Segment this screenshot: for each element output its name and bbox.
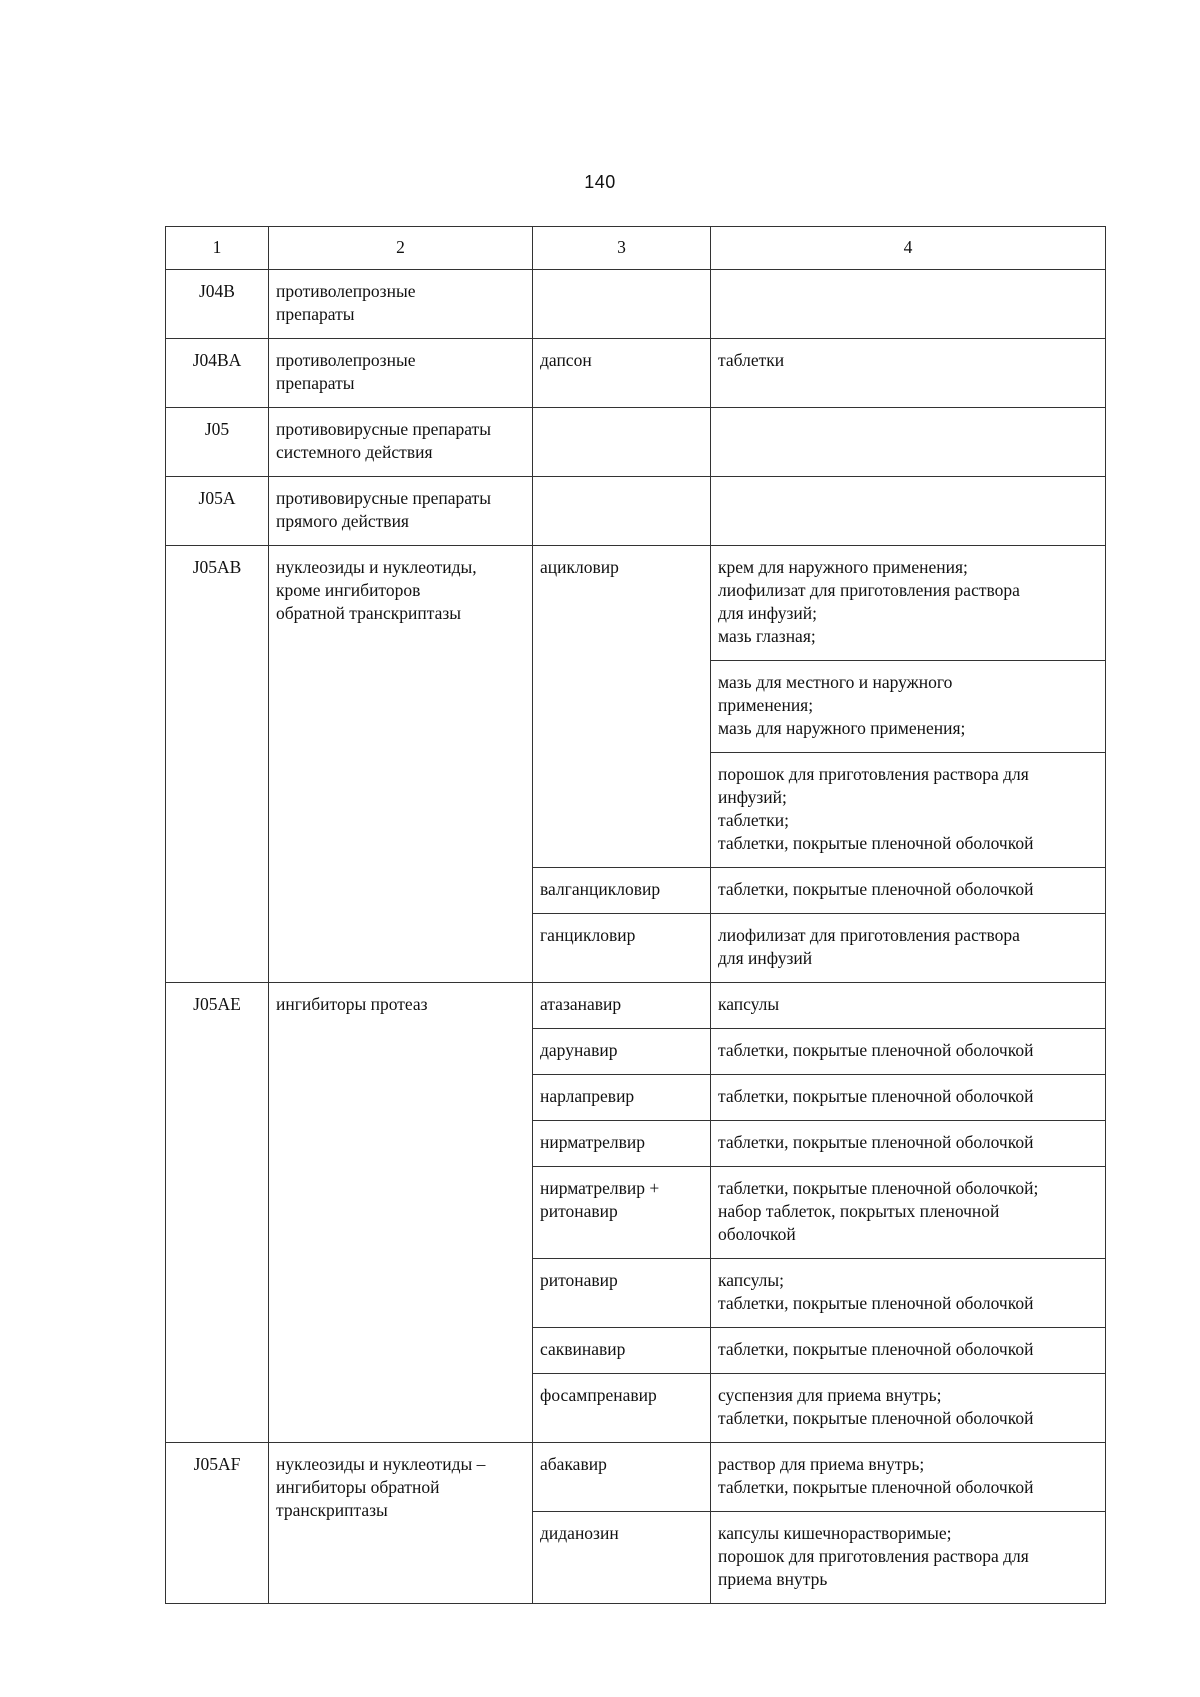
drug-name-cell: нарлапревир — [533, 1075, 711, 1121]
table-row — [166, 408, 1106, 477]
drug-name-cell: нирматрелвир — [533, 1121, 711, 1167]
column-header: 2 — [269, 227, 533, 270]
dosage-form-cell: крем для наружного применения; лиофилизат для приготовления раствора для инфузий; мазь глазная; — [711, 546, 1106, 661]
drug-name-cell: фосампренавир — [533, 1374, 711, 1443]
drug-name-cell: ритонавир — [533, 1259, 711, 1328]
dosage-form-cell: таблетки, покрытые пленочной оболочкой — [711, 868, 1106, 914]
dosage-form-cell: капсулы кишечнорастворимые; порошок для приготовления раствора для приема внутрь — [711, 1512, 1106, 1604]
drug-name-cell — [533, 477, 711, 546]
dosage-form-cell: лиофилизат для приготовления раствора для инфузий — [711, 914, 1106, 983]
dosage-form-cell: мазь для местного и наружного применения; мазь для наружного применения; — [711, 661, 1106, 753]
drug-name-cell: саквинавир — [533, 1328, 711, 1374]
drug-name-cell: дапсон — [533, 339, 711, 408]
drug-name-cell: валганцикловир — [533, 868, 711, 914]
dosage-form-cell: раствор для приема внутрь; таблетки, покрытые пленочной оболочкой — [711, 1443, 1106, 1512]
drug-name-cell: дарунавир — [533, 1029, 711, 1075]
group-name-cell: противолепрозные препараты — [269, 270, 533, 339]
drug-name-cell — [533, 408, 711, 477]
dosage-form-cell: капсулы; таблетки, покрытые пленочной оболочкой — [711, 1259, 1106, 1328]
group-name-cell: противовирусные препараты прямого действия — [269, 477, 533, 546]
group-name-cell: нуклеозиды и нуклеотиды, кроме ингибиторов обратной транскриптазы — [269, 546, 533, 983]
group-name-cell: противолепрозные препараты — [269, 339, 533, 408]
dosage-form-cell: капсулы — [711, 983, 1106, 1029]
dosage-form-cell: порошок для приготовления раствора для инфузий; таблетки; таблетки, покрытые пленочной оболочкой — [711, 753, 1106, 868]
column-header: 1 — [166, 227, 269, 270]
dosage-form-cell: таблетки — [711, 339, 1106, 408]
dosage-form-cell: таблетки, покрытые пленочной оболочкой — [711, 1121, 1106, 1167]
column-header: 4 — [711, 227, 1106, 270]
column-header: 3 — [533, 227, 711, 270]
group-name-cell: нуклеозиды и нуклеотиды – ингибиторы обратной транскриптазы — [269, 1443, 533, 1604]
dosage-form-cell — [711, 408, 1106, 477]
table-row — [166, 1443, 1106, 1512]
page-number: 140 — [584, 172, 616, 192]
dosage-form-cell — [711, 270, 1106, 339]
dosage-form-cell: таблетки, покрытые пленочной оболочкой — [711, 1328, 1106, 1374]
drug-name-cell: ацикловир — [533, 546, 711, 868]
table-row — [166, 983, 1106, 1029]
atc-code-cell: J04BA — [166, 339, 269, 408]
table-header-row — [166, 227, 1106, 270]
drug-name-cell: абакавир — [533, 1443, 711, 1512]
drug-name-cell: ганцикловир — [533, 914, 711, 983]
atc-code-cell: J04B — [166, 270, 269, 339]
dosage-form-cell: суспензия для приема внутрь; таблетки, покрытые пленочной оболочкой — [711, 1374, 1106, 1443]
drug-name-cell: диданозин — [533, 1512, 711, 1604]
table-body — [166, 227, 1106, 1604]
table-row — [166, 339, 1106, 408]
table-row — [166, 270, 1106, 339]
drug-name-cell: атазанавир — [533, 983, 711, 1029]
drug-table — [165, 226, 1106, 1604]
dosage-form-cell: таблетки, покрытые пленочной оболочкой — [711, 1075, 1106, 1121]
table-row — [166, 477, 1106, 546]
dosage-form-cell: таблетки, покрытые пленочной оболочкой — [711, 1029, 1106, 1075]
atc-code-cell: J05AF — [166, 1443, 269, 1604]
group-name-cell: противовирусные препараты системного действия — [269, 408, 533, 477]
atc-code-cell: J05A — [166, 477, 269, 546]
dosage-form-cell — [711, 477, 1106, 546]
drug-name-cell: нирматрелвир + ритонавир — [533, 1167, 711, 1259]
atc-code-cell: J05AE — [166, 983, 269, 1443]
table-row — [166, 546, 1106, 661]
dosage-form-cell: таблетки, покрытые пленочной оболочкой; набор таблеток, покрытых пленочной оболочкой — [711, 1167, 1106, 1259]
atc-code-cell: J05AB — [166, 546, 269, 983]
group-name-cell: ингибиторы протеаз — [269, 983, 533, 1443]
atc-code-cell: J05 — [166, 408, 269, 477]
drug-name-cell — [533, 270, 711, 339]
